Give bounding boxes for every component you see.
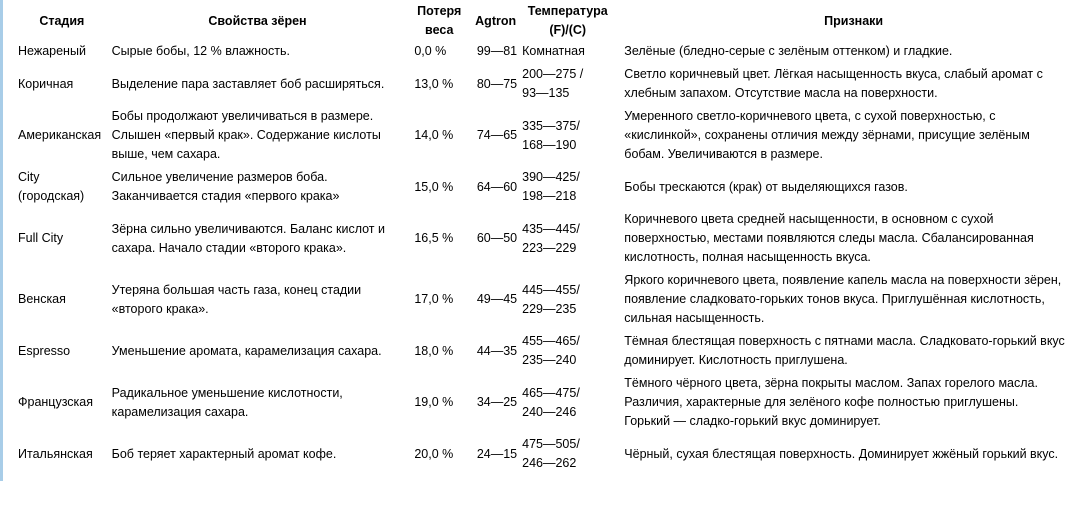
temperature-line: 198—218 [522,189,577,203]
temperature-line: Комнатная [522,44,585,58]
header-weight-loss [406,2,472,40]
header-stage-label: Стадия [39,13,85,28]
properties-line: Бобы продолжают увеличиваться в размере. [111,109,374,123]
cell-temperature [519,105,616,166]
cell-agtron: 80—75 [476,76,518,91]
temperature-line: 435—445/ [522,221,580,236]
stage-line: Коричная [18,76,74,91]
header-signs-label: Признаки [824,13,884,28]
temperature-line: 455—465/ [522,334,580,348]
cell-weight-loss: 14,0 % [414,128,454,142]
table-row [14,269,1086,330]
cell-weight-loss: 17,0 % [414,292,454,306]
stage-line: Итальянская [18,446,93,461]
header-signs [616,2,1086,40]
table-row [14,372,1086,433]
cell-temperature [519,433,616,475]
temperature-line: 200—275 / [522,67,584,81]
properties-line: выше, чем сахара. [111,147,221,161]
signs-line: Коричневого цвета средней насыщенности, в основном с сухой [624,212,994,226]
cell-signs [616,433,1086,475]
header-agtron [472,2,519,40]
stage-line: Французская [18,395,94,409]
cell-weight-loss: 0,0 % [414,44,447,58]
properties-line: «второго крака». [111,301,209,316]
cell-weight-loss: 15,0 % [414,179,454,194]
cell-signs [616,372,1086,433]
cell-signs [616,166,1086,208]
temperature-line: 445—455/ [522,282,580,297]
header-properties [109,2,407,40]
header-temperature-line2: (F)/(C) [549,23,587,37]
table-row [14,105,1086,166]
signs-line: Тёмного чёрного цвета, зёрна покрыты маслом. Запах горелого масла. [624,376,1038,390]
header-weight-loss-line1: Потеря [417,4,462,18]
cell-signs [616,330,1086,372]
signs-line: Различия, характерные для зелёного кофе полностью приглушены. [624,395,1019,409]
stage-line: Full City [18,231,64,245]
signs-line: Горький — сладко-горький вкус доминирует. [624,414,881,428]
properties-line: Радикальное уменьшение кислотности, [111,385,343,400]
left-border [0,0,3,481]
signs-line: Бобы трескаются (крак) от выделяющихся газов. [624,179,908,194]
cell-stage [14,208,109,269]
stage-line: Нежареный [18,44,86,58]
signs-line: Умеренного светло-коричневого цвета, с сухой поверхностью, с [624,109,996,123]
stage-line: Espresso [18,343,71,358]
properties-line: карамелизация сахара. [111,404,249,419]
temperature-line: 465—475/ [522,385,580,400]
header-temperature-line1: Температура [527,4,608,18]
cell-weight-loss: 16,5 % [414,231,454,245]
table-body [14,40,1086,475]
properties-line: Уменьшение аромата, карамелизация сахара. [111,343,382,358]
temperature-line: 168—190 [522,137,577,152]
cell-weight-loss: 20,0 % [414,446,454,461]
cell-agtron: 64—60 [476,179,518,194]
cell-weight-loss: 19,0 % [414,395,454,409]
cell-temperature [519,269,616,330]
signs-line: Чёрный, сухая блестящая поверхность. Доминирует жжёный горький вкус. [624,446,1059,461]
cell-stage [14,105,109,166]
temperature-line: 235—240 [522,353,577,367]
cell-properties [109,433,407,475]
stage-line: Венская [18,292,66,306]
signs-line: хлебным запахом. Отсутствие масла на поверхности. [624,86,938,100]
cell-stage [14,63,109,105]
temperature-line: 229—235 [522,301,577,316]
temperature-line: 240—246 [522,404,577,419]
cell-temperature [519,330,616,372]
table-row [14,330,1086,372]
table-row [14,40,1086,63]
cell-temperature [519,372,616,433]
cell-properties [109,40,407,63]
temperature-line: 335—375/ [522,118,580,133]
cell-signs [616,269,1086,330]
stage-line: (городская) [18,189,85,203]
signs-line: Яркого коричневого цвета, появление капель масла на поверхности зёрен, [624,273,1062,287]
signs-line: поверхностью, местами появляются следы масла. Сбалансированная [624,231,1034,245]
temperature-line: 390—425/ [522,170,580,184]
cell-stage [14,372,109,433]
cell-agtron: 34—25 [476,395,518,409]
cell-temperature [519,63,616,105]
cell-stage [14,40,109,63]
temperature-line: 93—135 [522,86,570,100]
properties-line: Зёрна сильно увеличиваются. Баланс кислот и [111,221,385,236]
cell-properties [109,105,407,166]
cell-properties [109,208,407,269]
roast-stages-table [14,2,1086,475]
table-row [14,63,1086,105]
signs-line: Светло коричневый цвет. Лёгкая насыщенность вкуса, слабый аромат с [624,67,1043,81]
cell-properties [109,269,407,330]
properties-line: Слышен «первый крак». Содержание кислоты [111,128,381,142]
header-weight-loss-line2: веса [425,23,454,37]
cell-temperature [519,166,616,208]
signs-line: «кислинкой», сохранены отличия между зёрнами, присущие зелёным [624,128,1030,142]
header-properties-label: Свойства зёрен [208,13,307,28]
properties-line: Заканчивается стадия «первого крака» [111,189,340,203]
table-row [14,166,1086,208]
cell-properties [109,166,407,208]
cell-stage [14,433,109,475]
cell-stage [14,269,109,330]
cell-signs [616,40,1086,63]
cell-signs [616,105,1086,166]
cell-properties [109,63,407,105]
stage-line: Американская [18,128,102,142]
cell-agtron: 60—50 [476,231,518,245]
properties-line: Сырые бобы, 12 % влажность. [111,44,290,58]
signs-line: бобам. Увеличиваются в размере. [624,147,823,161]
header-row [14,2,1086,40]
cell-agtron: 24—15 [476,446,518,461]
cell-stage [14,330,109,372]
signs-line: кислотность, полная насыщенность вкуса. [624,250,871,264]
cell-properties [109,330,407,372]
cell-weight-loss: 13,0 % [414,76,454,91]
signs-line: доминирует. Кислотность приглушена. [624,353,848,367]
cell-agtron: 99—81 [476,44,518,58]
temperature-line: 223—229 [522,240,577,255]
cell-signs [616,63,1086,105]
properties-line: сахара. Начало стадии «второго крака». [111,240,347,255]
cell-weight-loss: 18,0 % [414,343,454,358]
properties-line: Сильное увеличение размеров боба. [111,170,328,184]
cell-temperature [519,208,616,269]
cell-agtron: 44—35 [476,343,518,358]
header-temperature [519,2,616,40]
signs-line: появление сладковато-горьких тонов вкуса. Приглушённая кислотность, [624,292,1045,306]
header-agtron-label: Agtron [475,13,517,28]
cell-agtron: 74—65 [476,128,518,142]
cell-temperature [519,40,616,63]
signs-line: сильная насыщенность. [624,311,765,325]
table-row [14,433,1086,475]
stage-line: City [18,170,40,184]
table-row [14,208,1086,269]
cell-agtron: 49—45 [476,292,518,306]
properties-line: Выделение пара заставляет боб расширяться. [111,76,385,91]
signs-line: Тёмная блестящая поверхность с пятнами масла. Сладковато-горький вкус [624,334,1065,348]
header-stage [14,2,109,40]
cell-signs [616,208,1086,269]
temperature-line: 246—262 [522,456,577,470]
signs-line: Зелёные (бледно-серые с зелёным оттенком) и гладкие. [624,44,953,58]
cell-stage [14,166,109,208]
cell-properties [109,372,407,433]
properties-line: Боб теряет характерный аромат кофе. [111,446,337,461]
properties-line: Утеряна большая часть газа, конец стадии [111,282,362,297]
temperature-line: 475—505/ [522,437,580,451]
